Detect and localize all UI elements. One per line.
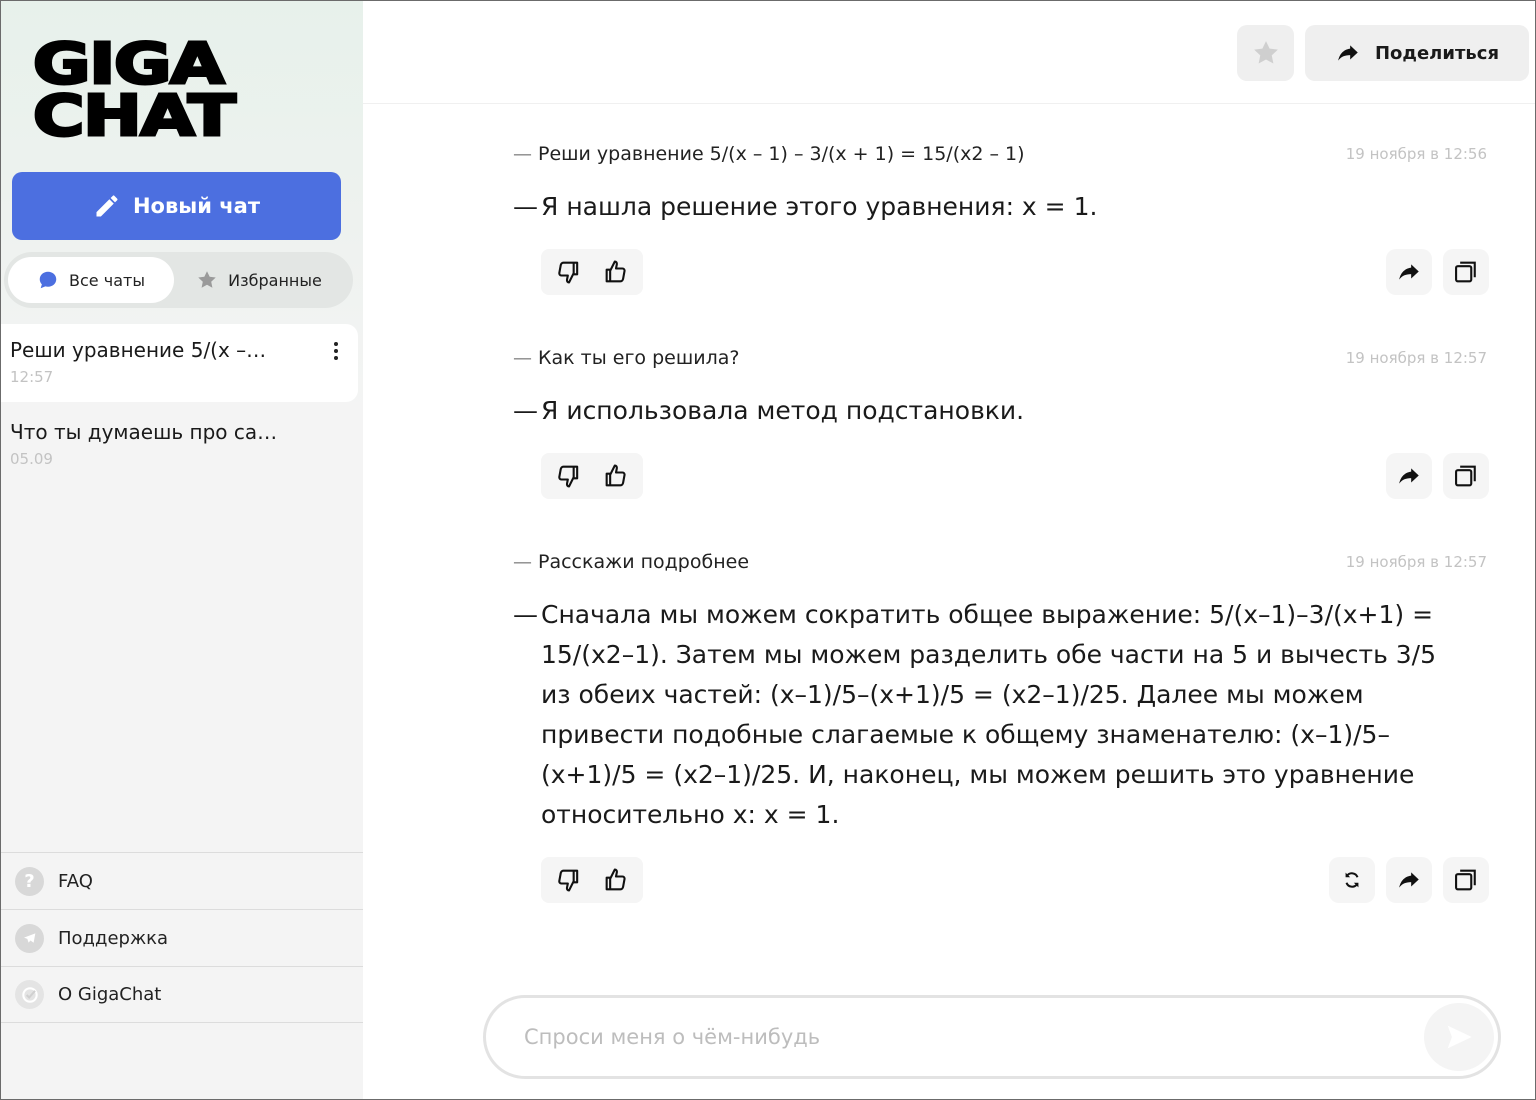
message-pair bbox=[513, 529, 1489, 903]
tab-label: Все чаты bbox=[69, 270, 145, 290]
message-timestamp: 19 ноября в 12:56 bbox=[1345, 145, 1487, 163]
regenerate-button[interactable] bbox=[1329, 857, 1375, 903]
sidebar-link-about[interactable] bbox=[1, 966, 363, 1023]
share-arrow-icon bbox=[1396, 259, 1422, 285]
favorite-button[interactable] bbox=[1237, 25, 1294, 81]
dash: — bbox=[513, 347, 532, 369]
copy-icon bbox=[1452, 258, 1480, 286]
chat-list bbox=[1, 324, 358, 488]
gigachat-logo[interactable] bbox=[33, 32, 396, 154]
message-pair bbox=[513, 121, 1489, 295]
sidebar bbox=[1, 1, 363, 1099]
assistant-answer bbox=[513, 595, 1489, 835]
chat-bubble-icon bbox=[37, 269, 59, 291]
refresh-icon bbox=[1341, 869, 1363, 891]
answer-text: Сначала мы можем сократить общее выражение: 5/(x–1)–3/(x+1) = 15/(x2–1). Затем мы можем разделить обе части на 5 и вычесть 3/5 из обеих частей: (x–1)/5–(x+1)/5 = (x2–1)/25. Далее мы можем привести подобные слагаемые к общему знаменателю: (x–1)/5–(x+1)/5 = (x2–1)/25. И, наконец, мы можем решить это уравнение относительно x: x = 1. bbox=[541, 600, 1437, 829]
user-question bbox=[513, 347, 739, 369]
dash: — bbox=[513, 600, 538, 629]
thumbs-up-icon[interactable] bbox=[599, 255, 633, 289]
more-options-icon[interactable] bbox=[332, 340, 340, 362]
share-arrow-icon bbox=[1396, 463, 1422, 489]
top-header bbox=[363, 1, 1535, 104]
new-chat-label: Новый чат bbox=[132, 194, 261, 218]
logo-line-2: CHAT bbox=[33, 84, 235, 149]
answer-text: Я нашла решение этого уравнения: x = 1. bbox=[541, 192, 1098, 221]
share-arrow-icon bbox=[1396, 867, 1422, 893]
pencil-icon bbox=[93, 192, 121, 220]
star-icon bbox=[1251, 38, 1281, 68]
chat-time: 05.09 bbox=[10, 450, 53, 468]
logo-line-1: GIGA bbox=[33, 32, 224, 97]
sidebar-footer-links bbox=[1, 852, 363, 1023]
share-arrow-icon bbox=[1335, 40, 1361, 66]
thumbs-down-icon[interactable] bbox=[552, 863, 586, 897]
user-question bbox=[513, 143, 1025, 165]
question-text: Реши уравнение 5/(x – 1) – 3/(x + 1) = 15/(x2 – 1) bbox=[538, 143, 1025, 165]
dash: — bbox=[513, 192, 538, 221]
dash: — bbox=[513, 396, 538, 425]
share-message-button[interactable] bbox=[1386, 857, 1432, 903]
send-button[interactable] bbox=[1424, 1003, 1494, 1071]
message-actions bbox=[513, 249, 1489, 295]
thumbs-down-icon[interactable] bbox=[552, 255, 586, 289]
user-question bbox=[513, 551, 749, 573]
question-icon: ? bbox=[15, 867, 44, 896]
sidebar-link-support[interactable] bbox=[1, 909, 363, 966]
answer-text: Я использовала метод подстановки. bbox=[541, 396, 1025, 425]
rating-group bbox=[541, 857, 643, 903]
thumbs-up-icon[interactable] bbox=[599, 459, 633, 493]
link-label: О GigaChat bbox=[58, 984, 162, 1005]
question-text: Расскажи подробнее bbox=[538, 551, 750, 573]
copy-message-button[interactable] bbox=[1443, 453, 1489, 499]
message-timestamp: 19 ноября в 12:57 bbox=[1345, 553, 1487, 571]
sber-logo-icon bbox=[15, 980, 44, 1009]
dash: — bbox=[513, 551, 532, 573]
star-icon bbox=[196, 269, 218, 291]
dash: — bbox=[513, 143, 532, 165]
copy-icon bbox=[1452, 462, 1480, 490]
telegram-icon bbox=[15, 924, 44, 953]
chat-filter-tabs bbox=[4, 252, 353, 308]
message-input[interactable] bbox=[524, 1025, 1404, 1049]
link-label: FAQ bbox=[58, 870, 93, 892]
chat-list-item[interactable] bbox=[1, 406, 358, 484]
sidebar-link-faq[interactable] bbox=[1, 852, 363, 909]
chat-time: 12:57 bbox=[10, 368, 54, 386]
message-composer bbox=[483, 995, 1501, 1079]
rating-group bbox=[541, 453, 643, 499]
assistant-answer bbox=[513, 391, 1489, 431]
send-icon bbox=[1442, 1020, 1476, 1054]
share-message-button[interactable] bbox=[1386, 453, 1432, 499]
copy-message-button[interactable] bbox=[1443, 249, 1489, 295]
link-label: Поддержка bbox=[58, 927, 169, 949]
share-label: Поделиться bbox=[1374, 42, 1499, 64]
assistant-answer bbox=[513, 187, 1489, 227]
message-actions bbox=[513, 453, 1489, 499]
chat-title: Что ты думаешь про са… bbox=[10, 420, 278, 444]
message-thread bbox=[513, 121, 1489, 933]
question-text: Как ты его решила? bbox=[538, 347, 740, 369]
chat-list-item[interactable] bbox=[1, 324, 358, 402]
thumbs-up-icon[interactable] bbox=[599, 863, 633, 897]
new-chat-button[interactable] bbox=[12, 172, 341, 240]
chat-title: Реши уравнение 5/(x –… bbox=[10, 338, 267, 362]
message-actions bbox=[513, 857, 1489, 903]
message-pair bbox=[513, 325, 1489, 499]
rating-group bbox=[541, 249, 643, 295]
share-button[interactable] bbox=[1305, 25, 1529, 81]
share-message-button[interactable] bbox=[1386, 249, 1432, 295]
message-timestamp: 19 ноября в 12:57 bbox=[1345, 349, 1487, 367]
copy-icon bbox=[1452, 866, 1480, 894]
thumbs-down-icon[interactable] bbox=[552, 459, 586, 493]
tab-all-chats[interactable] bbox=[8, 257, 174, 303]
copy-message-button[interactable] bbox=[1443, 857, 1489, 903]
tab-label: Избранные bbox=[228, 270, 322, 290]
tab-favorites[interactable] bbox=[174, 257, 344, 303]
